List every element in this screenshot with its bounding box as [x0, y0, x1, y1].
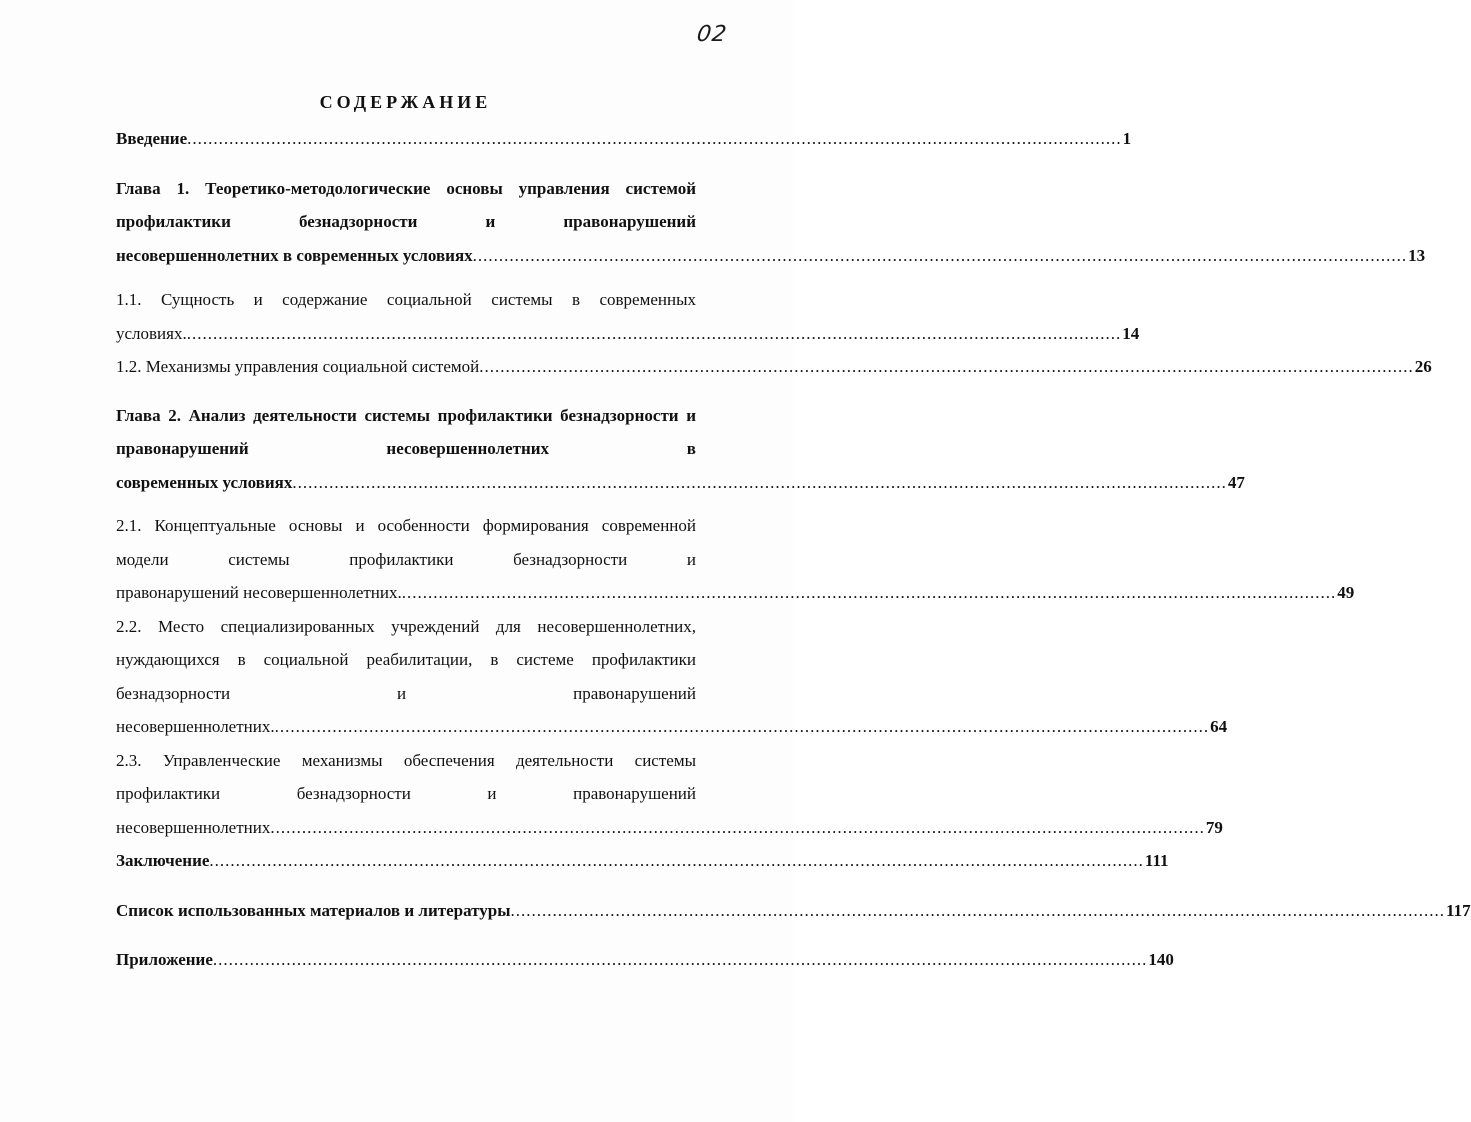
toc-entry-label: Список использованных материалов и литературы	[116, 900, 511, 920]
dot-leader: ..................................................................................................................................................................................	[401, 583, 1337, 602]
toc-entry-page: 79	[1205, 817, 1223, 837]
toc-entry-label: правонарушений несовершеннолетних.	[116, 583, 402, 602]
dot-leader: ..................................................................................................................................................................................	[292, 472, 1227, 492]
toc-entry-section-1-2[interactable]	[116, 350, 1432, 384]
toc-entry-chapter-1[interactable]	[116, 172, 1426, 273]
dot-leader: ..................................................................................................................................................................................	[510, 900, 1446, 920]
toc-entry-label: 1.2. Механизмы управления социальной системой	[116, 357, 480, 376]
section-text: 1.1. Сущность и содержание социальной системы в современных	[116, 290, 696, 309]
toc-entry-section-2-2[interactable]	[116, 610, 1228, 744]
table-of-contents	[116, 122, 1471, 977]
handwritten-page-number: 02	[695, 22, 729, 47]
toc-entry-page: 1	[1122, 129, 1132, 148]
toc-entry-page: 117	[1446, 900, 1471, 920]
toc-entry-page: 111	[1144, 851, 1169, 870]
toc-entry-section-1-1[interactable]	[116, 283, 1140, 350]
toc-entry-heading: 2.2. Место специализированных учреждений для несовершеннолетних, нуждающихся в социальной реабилитации, в системе профилактики безнадзорности и правонарушений	[116, 616, 696, 703]
dot-leader: ..................................................................................................................................................................................	[186, 323, 1122, 343]
dot-leader: ..................................................................................................................................................................................	[187, 129, 1122, 148]
toc-entry-page: 49	[1337, 583, 1355, 602]
toc-entry-label: несовершеннолетних	[116, 817, 271, 837]
toc-entry-heading: 2.3. Управленческие механизмы обеспечения деятельности системы профилактики безнадзорности и правонарушений	[116, 750, 696, 803]
toc-entry-label: Заключение	[116, 851, 210, 870]
toc-title: СОДЕРЖАНИЕ	[319, 92, 492, 112]
dot-leader: ..................................................................................................................................................................................	[212, 950, 1148, 969]
toc-entry-page: 47	[1227, 472, 1245, 492]
toc-entry-chapter-2[interactable]	[116, 399, 1245, 500]
toc-entry-conclusion[interactable]	[116, 844, 1169, 878]
toc-entry-label: Приложение	[116, 950, 213, 969]
toc-entry-label: несовершеннолетних.	[116, 717, 275, 736]
dot-leader: ..................................................................................................................................................................................	[472, 245, 1408, 265]
toc-entry-label: условиях.	[116, 323, 187, 343]
toc-entry-section-2-3[interactable]	[116, 744, 1223, 845]
toc-entry-page: 14	[1122, 323, 1140, 343]
toc-entry-references[interactable]	[116, 894, 1471, 928]
toc-entry-page: 64	[1210, 717, 1228, 736]
dot-leader: ..................................................................................................................................................................................	[209, 851, 1144, 870]
toc-entry-page: 140	[1148, 950, 1174, 969]
toc-entry-heading: Глава 1. Теоретико-методологические основы управления системой профилактики безнадзорности и правонарушений	[116, 178, 696, 231]
toc-entry-heading	[116, 283, 696, 317]
toc-entry-heading: Глава 2. Анализ деятельности системы профилактики безнадзорности и правонарушений несовершеннолетних в	[116, 405, 696, 458]
dot-leader: ..................................................................................................................................................................................	[270, 817, 1205, 837]
toc-entry-page: 13	[1408, 245, 1426, 265]
toc-entry-label: современных условиях	[116, 472, 293, 492]
toc-entry-introduction[interactable]	[116, 122, 1132, 156]
dot-leader: ..................................................................................................................................................................................	[479, 357, 1414, 376]
toc-entry-appendix[interactable]	[116, 943, 1174, 977]
toc-entry-heading: 2.1. Концептуальные основы и особенности формирования современной модели системы профилактики безнадзорности и	[116, 516, 696, 569]
toc-entry-label: Введение	[116, 129, 188, 148]
toc-entry-section-2-1[interactable]	[116, 509, 1355, 610]
toc-entry-label: несовершеннолетних в современных условиях	[116, 245, 473, 265]
dot-leader: ..................................................................................................................................................................................	[274, 717, 1210, 736]
toc-entry-page: 26	[1414, 357, 1432, 376]
